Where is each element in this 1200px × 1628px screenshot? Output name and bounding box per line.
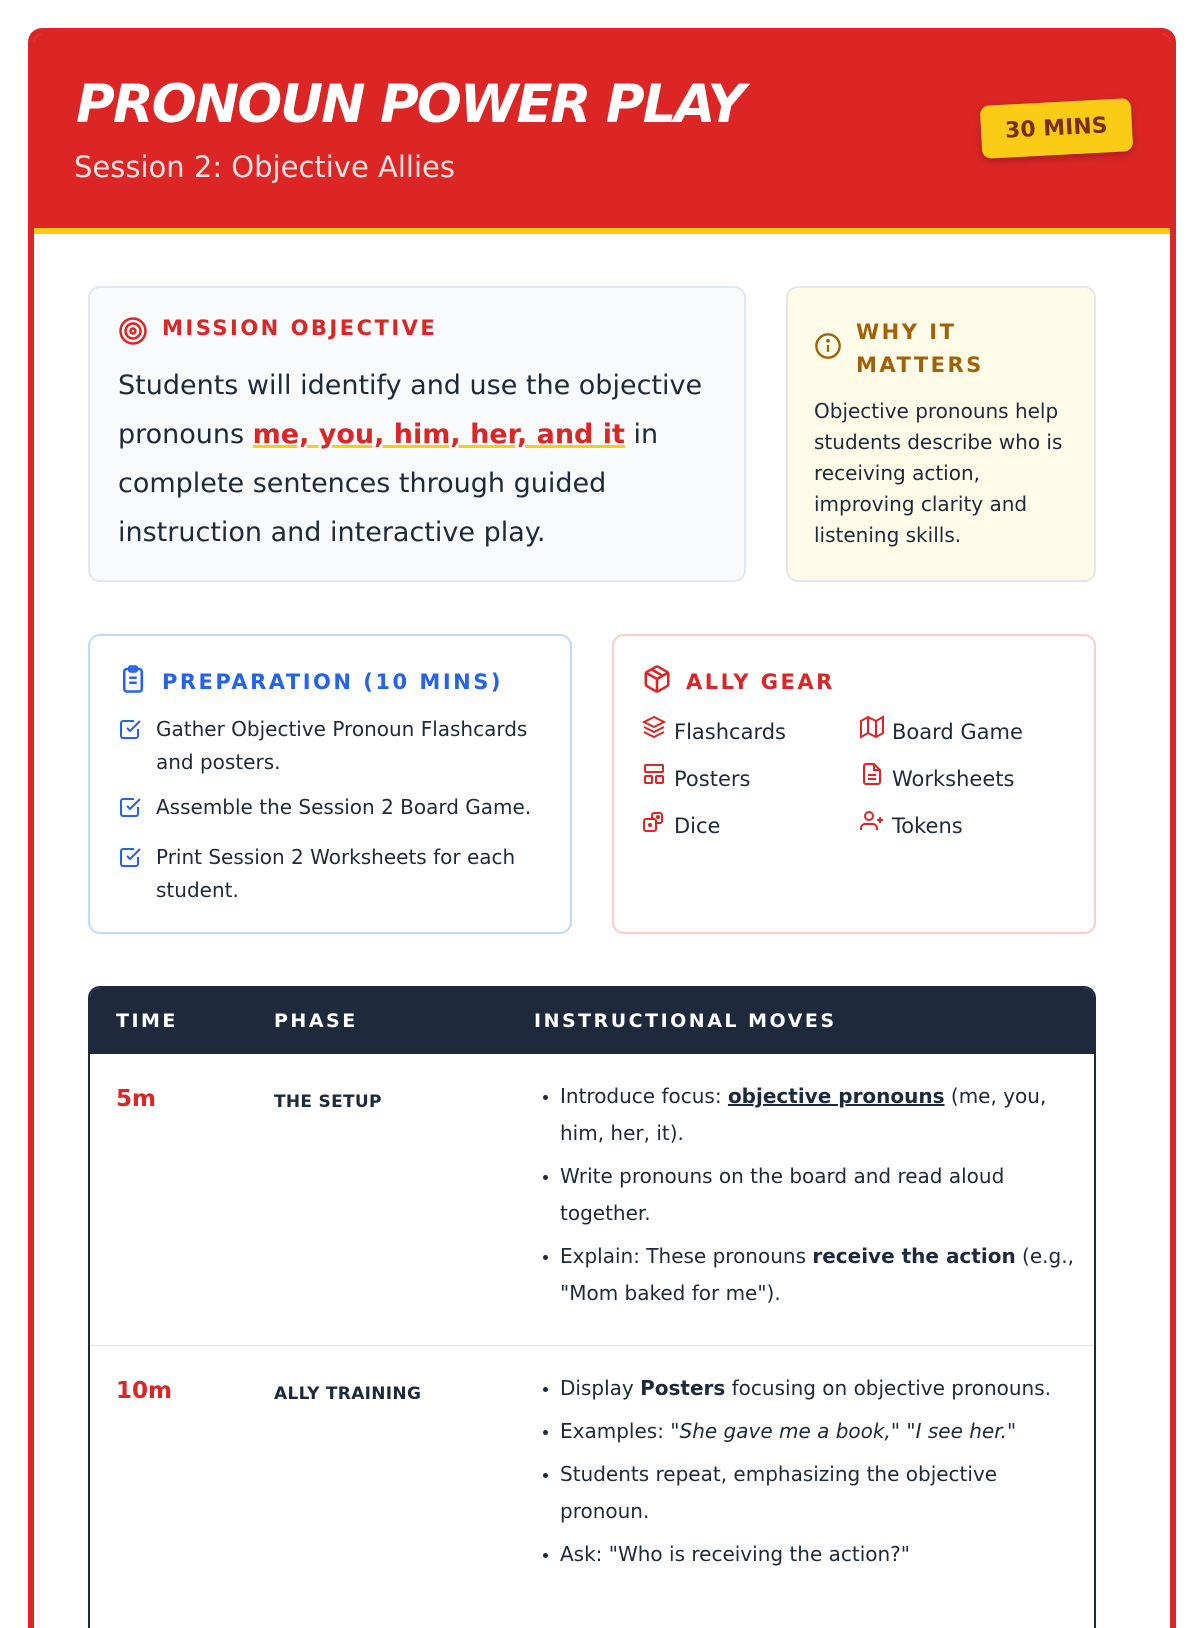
column-header-moves: INSTRUCTIONAL MOVES bbox=[534, 1010, 837, 1032]
row-phase: ALLY TRAINING bbox=[274, 1384, 422, 1404]
mission-text-end: in complete sentences through guided instruction and interactive play. bbox=[118, 419, 659, 548]
move-item: • Explain: These pronouns receive the action (e.g., "Mom baked for me"). bbox=[560, 1238, 1074, 1312]
checkbox-icon bbox=[118, 717, 142, 779]
gear-item-label: Dice bbox=[674, 813, 721, 838]
ally-gear-title: ALLY GEAR bbox=[686, 669, 835, 694]
user-plus-icon bbox=[860, 809, 884, 842]
clipboard-icon bbox=[118, 664, 148, 699]
column-header-time: TIME bbox=[116, 1010, 178, 1032]
mission-text-start: Students will identify and use the objective pronouns bbox=[118, 370, 703, 450]
duration-badge: 30 MINS bbox=[980, 98, 1133, 159]
move-item: • Write pronouns on the board and read aloud together. bbox=[560, 1158, 1074, 1232]
preparation-title: PREPARATION (10 MINS) bbox=[162, 669, 503, 694]
target-icon bbox=[118, 316, 148, 351]
mission-objective-text bbox=[118, 361, 716, 557]
checkbox-icon bbox=[118, 845, 142, 907]
mission-objective-title: MISSION OBJECTIVE bbox=[162, 316, 438, 340]
table-row bbox=[90, 1346, 1094, 1628]
gear-item-flashcards bbox=[642, 715, 860, 748]
preparation-item bbox=[118, 791, 542, 829]
gear-item-label: Posters bbox=[674, 766, 751, 791]
gear-item-label: Worksheets bbox=[892, 766, 1015, 791]
row-time: 10m bbox=[116, 1378, 172, 1404]
schedule-table bbox=[88, 986, 1096, 1628]
table-row bbox=[90, 1054, 1094, 1346]
row-phase: THE SETUP bbox=[274, 1092, 382, 1112]
why-it-matters-heading bbox=[814, 316, 1068, 382]
row-time: 5m bbox=[116, 1086, 156, 1112]
preparation-item bbox=[118, 841, 542, 907]
move-item: • Students repeat, emphasizing the objective pronoun. bbox=[560, 1456, 1074, 1530]
dice-icon bbox=[642, 809, 666, 842]
page-title: PRONOUN POWER PLAY bbox=[76, 74, 744, 135]
gear-item-worksheets bbox=[860, 762, 1078, 795]
preparation-card bbox=[88, 634, 572, 934]
gear-item-posters bbox=[642, 762, 860, 795]
gear-item-dice bbox=[642, 809, 860, 842]
gear-item-board-game bbox=[860, 715, 1078, 748]
preparation-heading bbox=[118, 664, 542, 699]
gear-list bbox=[642, 715, 1066, 842]
row-moves bbox=[534, 1370, 1074, 1579]
preparation-item bbox=[118, 713, 542, 779]
pronoun-highlight: me, you, him, her, and it bbox=[252, 419, 625, 450]
lesson-plan-page bbox=[28, 28, 1176, 1628]
move-item: • Display Posters focusing on objective pronouns. bbox=[560, 1370, 1074, 1407]
package-icon bbox=[642, 664, 672, 699]
gear-item-label: Flashcards bbox=[674, 719, 786, 744]
gear-item-label: Tokens bbox=[892, 813, 963, 838]
column-header-phase: PHASE bbox=[274, 1010, 358, 1032]
header-banner bbox=[34, 34, 1170, 234]
map-icon bbox=[860, 715, 884, 748]
info-icon bbox=[814, 332, 842, 370]
preparation-item-text: Gather Objective Pronoun Flashcards and posters. bbox=[156, 717, 528, 774]
ally-gear-heading bbox=[642, 664, 1066, 699]
preparation-item-text: Print Session 2 Worksheets for each student. bbox=[156, 845, 516, 902]
move-item: • Examples: "She gave me a book," "I see her." bbox=[560, 1413, 1074, 1450]
checkbox-icon bbox=[118, 795, 142, 829]
mission-objective-heading bbox=[118, 316, 716, 351]
session-subtitle: Session 2: Objective Allies bbox=[74, 150, 455, 184]
preparation-item-text: Assemble the Session 2 Board Game. bbox=[156, 795, 532, 819]
row-moves bbox=[534, 1078, 1074, 1318]
gear-item-tokens bbox=[860, 809, 1078, 842]
preparation-list bbox=[118, 713, 542, 907]
layout-icon bbox=[642, 762, 666, 795]
gear-item-label: Board Game bbox=[892, 719, 1023, 744]
file-text-icon bbox=[860, 762, 884, 795]
table-header bbox=[90, 988, 1094, 1054]
why-it-matters-title: WHY IT MATTERS bbox=[856, 320, 984, 377]
layers-icon bbox=[642, 715, 666, 748]
ally-gear-card bbox=[612, 634, 1096, 934]
move-item: • Introduce focus: objective pronouns (me, you, him, her, it). bbox=[560, 1078, 1074, 1152]
why-it-matters-text: Objective pronouns help students describe who is receiving action, improving clarity and listening skills. bbox=[814, 399, 1063, 547]
mission-objective-card bbox=[88, 286, 746, 582]
why-it-matters-card bbox=[786, 286, 1096, 582]
move-item: • Ask: "Who is receiving the action?" bbox=[560, 1536, 1074, 1573]
